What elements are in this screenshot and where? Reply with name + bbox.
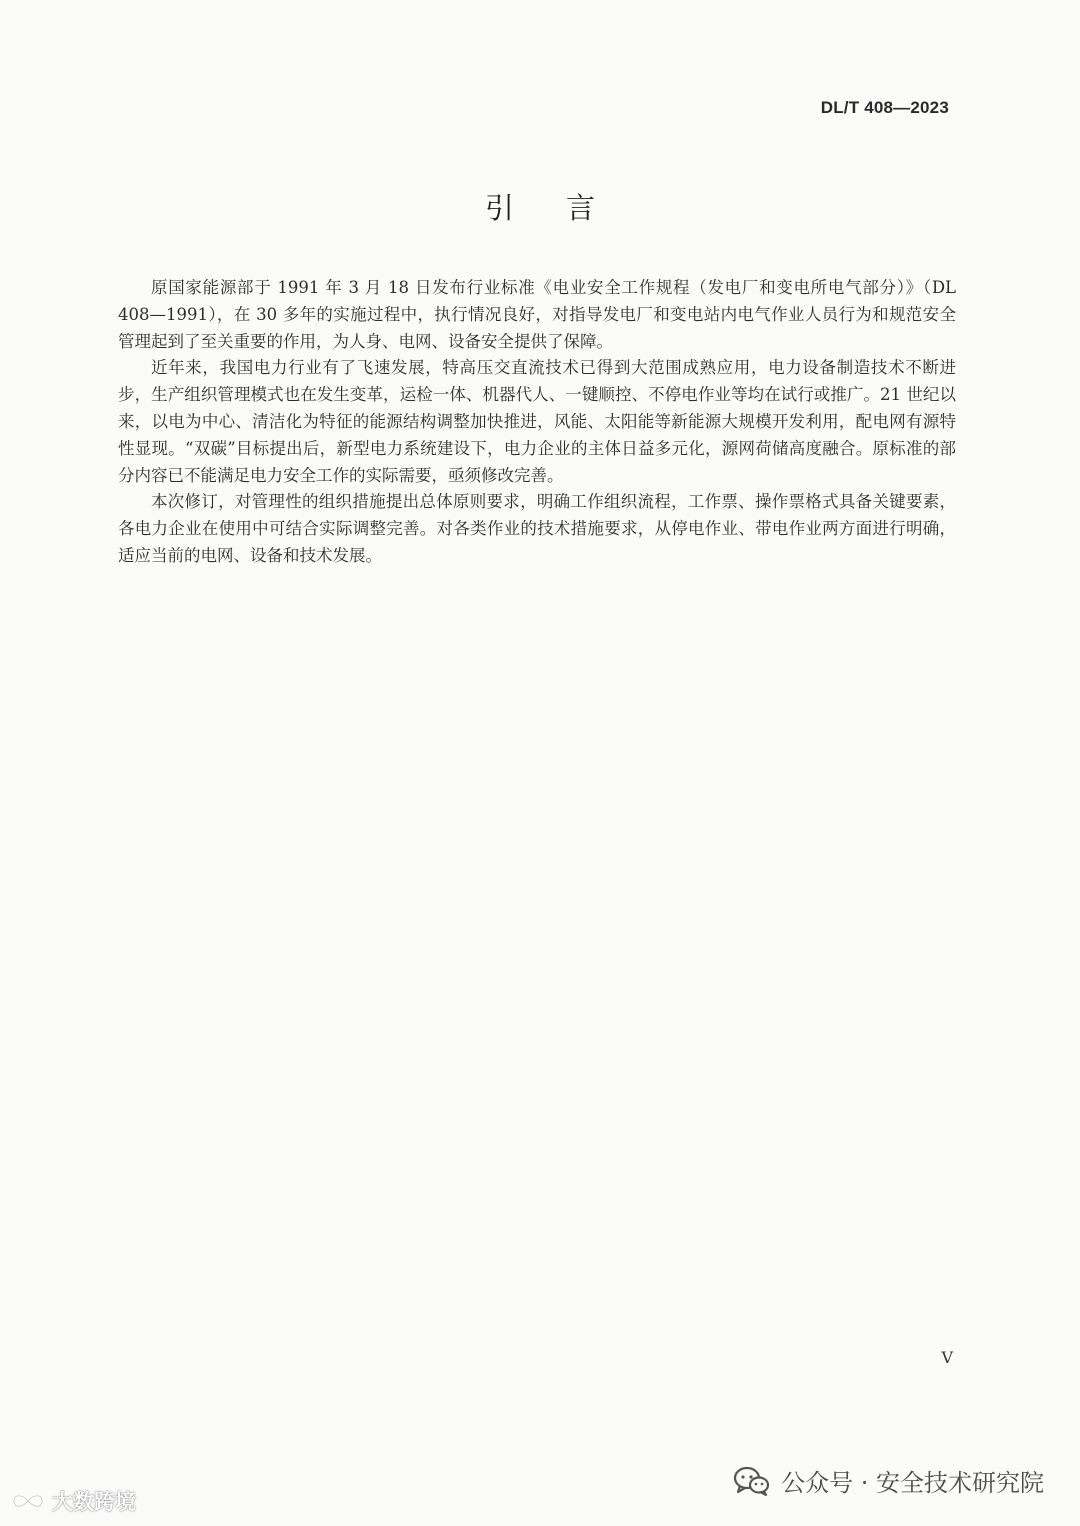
watermark-left-text: 大数跨境 <box>52 1490 136 1514</box>
infinity-logo-icon <box>8 1490 48 1512</box>
paragraph-2: 近年来，我国电力行业有了飞速发展，特高压交直流技术已得到大范围成熟应用，电力设备制造技术不断进步，生产组织管理模式也在发生变革，运检一体、机器代人、一键顺控、不停电作业等均在试行或推广。21 世纪以来，以电为中心、清洁化为特征的能源结构调整加快推进，风能、太阳能等新能源大规模开发利用，配电网有源特性显现。“双碳”目标提出后，新型电力系统建设下，电力企业的主体日益多元化，源网荷储高度融合。原标准的部分内容已不能满足电力安全工作的实际需要，亟须修改完善。 <box>118 358 956 485</box>
page-title: 引言 <box>484 191 647 225</box>
body-text <box>118 275 956 570</box>
document-code: DL/T 408—2023 <box>820 98 949 117</box>
page-number: V <box>941 1348 953 1367</box>
paragraph-3: 本次修订，对管理性的组织措施提出总体原则要求，明确工作组织流程，工作票、操作票格式具备关键要素，各电力企业在使用中可结合实际调整完善。对各类作业的技术措施要求，从停电作业、带电作业两方面进行明确，适应当前的电网、设备和技术发展。 <box>118 492 956 565</box>
watermark-left <box>8 1486 136 1516</box>
paragraph-1: 原国家能源部于 1991 年 3 月 18 日发布行业标准《电业安全工作规程（发电厂和变电所电气部分）》（DL 408—1991），在 30 多年的实施过程中，执行情况良好，对指导发电厂和变电站内电气作业人员行为和规范安全管理起到了至关重要的作用，为人身、电网、设备安全提供了保障。 <box>118 278 956 351</box>
wechat-icon <box>733 1465 771 1497</box>
watermark-right-text: 公众号 · 安全技术研究院 <box>781 1469 1044 1497</box>
watermark-right <box>733 1463 1044 1498</box>
